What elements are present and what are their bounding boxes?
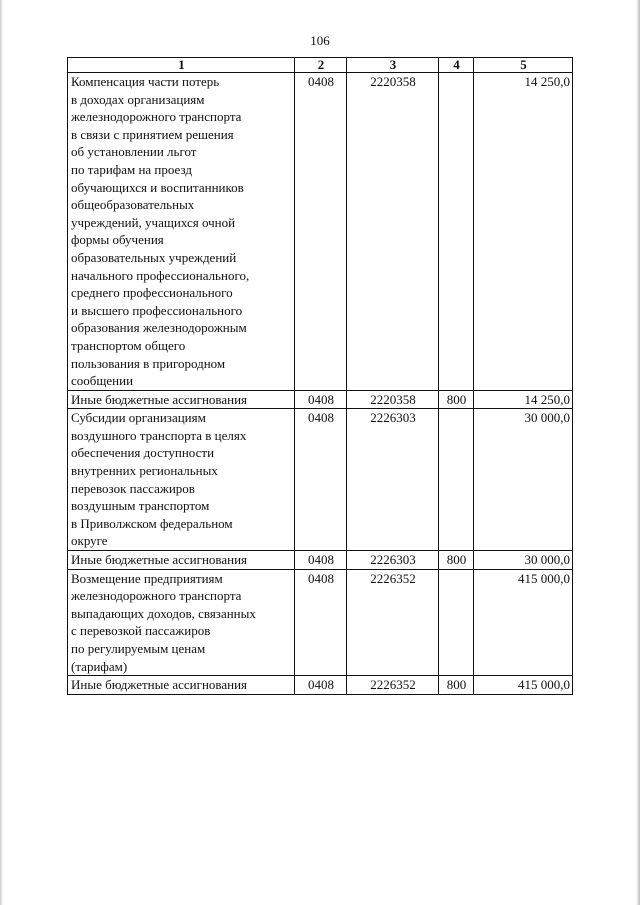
row-amount: 30 000,0 (474, 409, 573, 551)
row-section: 0408 (295, 409, 347, 551)
row-type: 800 (439, 551, 474, 570)
row-target: 2226352 (347, 569, 439, 676)
header-col-2: 2 (295, 58, 347, 73)
table-row (68, 390, 573, 409)
budget-table (67, 57, 573, 695)
row-section: 0408 (295, 73, 347, 391)
row-name: Компенсация части потерь в доходах организациям железнодорожного транспорта в связи с принятием решения об установлении льгот по тарифам на проезд обучающихся и воспитанников общеобразовательных учреждений, учащихся очной формы обучения образовательных учреждений начального профессионального, среднего профессионального и высшего профессионального образования железнодорожным транспортом общего пользования в пригородном сообщении (68, 73, 295, 391)
row-section: 0408 (295, 569, 347, 676)
row-target: 2220358 (347, 390, 439, 409)
row-name: Иные бюджетные ассигнования (68, 390, 295, 409)
row-amount: 415 000,0 (474, 569, 573, 676)
table-row (68, 569, 573, 676)
row-target: 2226303 (347, 409, 439, 551)
scan-edge-right (636, 0, 640, 905)
row-type: 800 (439, 676, 474, 695)
row-name: Субсидии организациям воздушного транспорта в целях обеспечения доступности внутренних региональных перевозок пассажиров воздушным транспортом в Приволжском федеральном округе (68, 409, 295, 551)
row-type (439, 569, 474, 676)
row-name: Иные бюджетные ассигнования (68, 676, 295, 695)
row-amount: 14 250,0 (474, 73, 573, 391)
row-amount: 415 000,0 (474, 676, 573, 695)
header-col-3: 3 (347, 58, 439, 73)
row-type: 800 (439, 390, 474, 409)
row-type (439, 409, 474, 551)
row-section: 0408 (295, 676, 347, 695)
row-type (439, 73, 474, 391)
row-target: 2226303 (347, 551, 439, 570)
table-row (68, 73, 573, 391)
row-name: Иные бюджетные ассигнования (68, 551, 295, 570)
row-target: 2220358 (347, 73, 439, 391)
row-name: Возмещение предприятиям железнодорожного транспорта выпадающих доходов, связанных с перевозкой пассажиров по регулируемым ценам (тарифам) (68, 569, 295, 676)
row-section: 0408 (295, 390, 347, 409)
table-row (68, 551, 573, 570)
table-header-row (68, 58, 573, 73)
row-amount: 30 000,0 (474, 551, 573, 570)
row-target: 2226352 (347, 676, 439, 695)
page-number: 106 (310, 33, 330, 48)
row-amount: 14 250,0 (474, 390, 573, 409)
scan-edge-left (0, 0, 3, 905)
header-col-4: 4 (439, 58, 474, 73)
table-row (68, 409, 573, 551)
table-row (68, 676, 573, 695)
header-col-5: 5 (474, 58, 573, 73)
row-section: 0408 (295, 551, 347, 570)
header-col-1: 1 (68, 58, 295, 73)
